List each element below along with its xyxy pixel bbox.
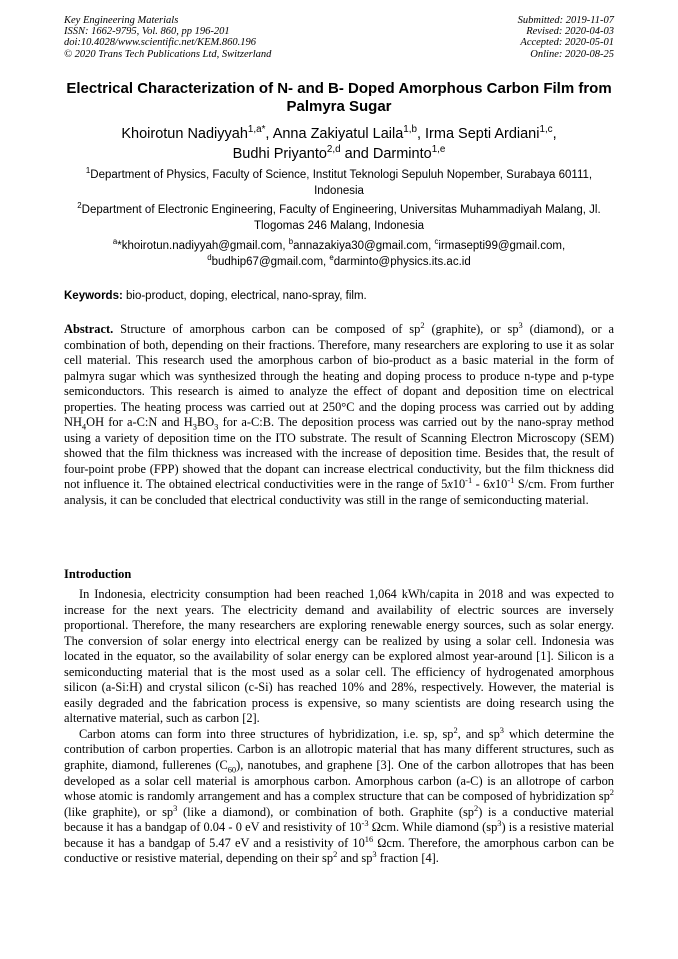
author-name: Khoirotun Nadiyyah: [121, 126, 248, 142]
abstract-text: BO: [196, 415, 215, 430]
keywords: [64, 289, 614, 303]
superscript: 3: [372, 849, 377, 860]
author-affiliation-mark: 1,c: [539, 124, 553, 136]
superscript: 2: [453, 724, 458, 735]
author-name: Darminto: [372, 146, 432, 162]
email-address[interactable]: budhip67@gmail.com: [211, 255, 324, 268]
abstract-text: for a-C:B. The deposition process was carried out by the nano-spray method using a variety of deposition time on the ITO substrate. The result of Scanning Electron Microscopy (SEM) showed that the film thickness was increased with the increase of deposition time. Besides that, the result of four-point probe (FPP) showed that the dopant can increase electrical conductivity, but the film thickness did not influence it. The obtained electrical conductivities were in the range of: [64, 415, 615, 492]
paragraph-text: (like a diamond), or combination of both. Graphite (sp: [177, 804, 474, 819]
superscript: 2: [473, 802, 479, 813]
paragraph-text: (like graphite), or sp: [64, 804, 174, 819]
superscript: 2: [420, 319, 425, 330]
journal-issn: ISSN: 1662-9795, Vol. 860, pp 196-201: [64, 26, 230, 38]
conductivity-base: 10: [452, 477, 466, 492]
conductivity-base: 10: [494, 477, 508, 492]
journal-doi: doi:10.4028/www.scientific.net/KEM.860.196: [64, 37, 256, 49]
keywords-text: bio-product, doping, electrical, nano-spray, film.: [122, 290, 367, 302]
revised-date: Revised: 2020-04-03: [526, 26, 614, 38]
abstract-text: (graphite), or sp: [424, 322, 519, 336]
conductivity-value: 5: [441, 477, 448, 492]
superscript: 3: [518, 319, 523, 330]
email-address[interactable]: irmasepti99@gmail.com: [438, 240, 562, 252]
superscript: 3: [173, 802, 178, 813]
author-affiliation-mark: 2,d: [326, 144, 341, 156]
superscript: 2: [609, 786, 614, 797]
paragraph-text: and sp: [337, 851, 373, 866]
affiliation-1: [76, 168, 602, 199]
accepted-date: Accepted: 2020-05-01: [520, 37, 614, 49]
paragraph-text: , and sp: [457, 726, 500, 741]
superscript: 3: [499, 724, 504, 735]
email-mark: b: [288, 237, 294, 247]
paragraph-text: ), nanotubes, and graphene [3]. One of the carbon allotropes that has been developed as a solar cell material is amorphous carbon. Amorphous carbon (a-C) is an allotrope of carbon whose atomic is randomly arrangement and has a complex structure that can be composed of hybridization sp: [64, 758, 614, 804]
affiliation-2: [76, 203, 602, 234]
author-affiliation-mark: 1,e: [431, 144, 446, 156]
intro-paragraph-1: In Indonesia, electricity consumption had been reached 1,064 kWh/capita in 2018 and was expected to increase for the next years. The electricity demand and availability of electric sources are inversely proportional. Therefore, the many researchers are exploring renewable energy sources, such as solar energy. The conversion of solar energy into electrical energy can be realized by using a solar cell. Indonesia was located in the equator, so the availability of solar energy can be explored almost year-around [1]. Silicon is a semiconducting material that is the most used as a solar cell. The efficiency of hydrogenated amorphous silicon (a-Si:H) and crystal silicon (c-Si) has reached 10% and 28%, respectively. However, the material is easily degraded and the fabrication process is expensive, so many scientists are doing research using the alternative material, such as carbon [2].: [64, 587, 614, 726]
affiliation-text: Department of Electronic Engineering, Faculty of Engineering, Universitas Muhammadiyah Malang, Jl. Tlogomas 246 Malang, Indonesia: [81, 204, 601, 232]
email-mark: c: [434, 237, 439, 247]
author-affiliation-mark: 1,b: [403, 124, 417, 136]
superscript: 16: [364, 833, 374, 844]
superscript: -3: [361, 818, 369, 829]
author-name: Anna Zakiyatul Laila: [272, 126, 404, 142]
subscript: 3: [214, 421, 219, 432]
affiliation-mark: 2: [77, 201, 82, 211]
superscript: 3: [497, 818, 502, 829]
intro-paragraph-2: [64, 724, 615, 867]
paragraph-text: which determine the contribution of carbon properties. Carbon is an allotropic material that has many different structures, such as graphite, diamond, fullerenes (C: [64, 726, 615, 773]
submitted-date: Submitted: 2019-11-07: [517, 15, 614, 26]
author-name: Irma Septi Ardiani: [425, 126, 540, 142]
keywords-label: Keywords:: [64, 290, 123, 302]
journal-name: Key Engineering Materials: [64, 15, 179, 26]
paragraph-text: Ωcm. Therefore, the amorphous carbon can be conductive or resistive material, depending on their sp: [64, 835, 614, 866]
abstract-text: S/cm. From further analysis, it can be concluded that electrical conductivity was still in the range of semiconducting material.: [64, 477, 614, 508]
superscript: -1: [507, 475, 515, 486]
affiliation-mark: 1: [85, 166, 91, 176]
times-sign: x: [489, 477, 495, 492]
author-name: Budhi Priyanto: [232, 146, 327, 162]
subscript: 4: [81, 421, 87, 432]
subscript: 60: [227, 764, 237, 775]
submission-dates: [518, 15, 614, 60]
abstract-text: Structure of amorphous carbon can be composed of sp: [113, 322, 421, 336]
paragraph-text: Carbon atoms can form into three structures of hybridization, i.e. sp, sp: [79, 726, 454, 741]
paper-title: Electrical Characterization of N- and B- Doped Amorphous Carbon Film from Palmyra Sugar: [66, 80, 612, 115]
email-address[interactable]: annazakiya30@gmail.com: [293, 240, 429, 252]
journal-copyright: © 2020 Trans Tech Publications Ltd, Switzerland: [64, 48, 272, 60]
abstract: [64, 319, 615, 509]
paragraph-text: Ωcm. While diamond (sp: [368, 820, 498, 835]
email-list: $^a$*khoirotun.nadiyyah@gmail.com, $^b$annazakiya30@gmail.com, $^c$irmasepti99@gmail.com, $^d$budhip67@gmail.com, $^e$darminto@physics.its.ac.id: [112, 237, 566, 268]
email-mark: e: [329, 252, 334, 262]
email-mark: d: [207, 252, 212, 262]
abstract-label: Abstract.: [64, 322, 114, 336]
email-mark: a: [112, 237, 118, 247]
superscript: -1: [465, 475, 473, 486]
paragraph-text: fraction [4].: [376, 851, 439, 866]
subscript: 3: [192, 421, 197, 432]
author-list: Khoirotun Nadiyyah$^{1,a*}$, Anna Zakiyatul Laila$^{1,b}$, Irma Septi Ardiani$^{1,c}$, Budhi Priyanto$^{2,d}$ and Darminto$^{1,e}$: [121, 124, 557, 162]
journal-info: [64, 15, 271, 60]
times-sign: x: [447, 477, 453, 492]
section-heading-introduction: Introduction: [64, 567, 132, 581]
paragraph-text: ) is a conductive material because it has a bandgap of 0.04 - 0 eV and resistivity of 10: [64, 804, 614, 835]
author-affiliation-mark: 1,a*: [247, 124, 266, 136]
email-address[interactable]: darminto@physics.its.ac.id: [333, 255, 471, 268]
introduction-body: [64, 587, 614, 867]
online-date: Online: 2020-08-25: [530, 48, 614, 60]
abstract-text: OH for a-C:N and H: [86, 415, 193, 430]
superscript: 2: [333, 849, 338, 860]
paragraph-text: ) is a resistive material because it has a bandgap of 5.47 eV and a resistivity of 10: [64, 820, 615, 850]
affiliation-text: Department of Physics, Faculty of Science, Institut Teknologi Sepuluh Nopember, Surabaya 60111, Indonesia: [90, 169, 593, 197]
email-address[interactable]: *khoirotun.nadiyyah@gmail.com: [117, 240, 283, 252]
conductivity-value: 6: [483, 477, 490, 492]
abstract-text: (diamond), or a combination of both, depending on their fractions. Therefore, many researchers are exploring to use it as solar cell material. This research used the amorphous carbon of bio-product as a basic material in the form of palmyra sugar which was synthesized through the heating and doping process to produce n-type and p-type semiconductors. This research is aimed to analyze the effect of dopant and deposition time on electrical properties. The heating process was carried out at 250°C and the doping process was carried out by adding NH: [64, 322, 615, 430]
abstract-text: -: [472, 477, 484, 492]
